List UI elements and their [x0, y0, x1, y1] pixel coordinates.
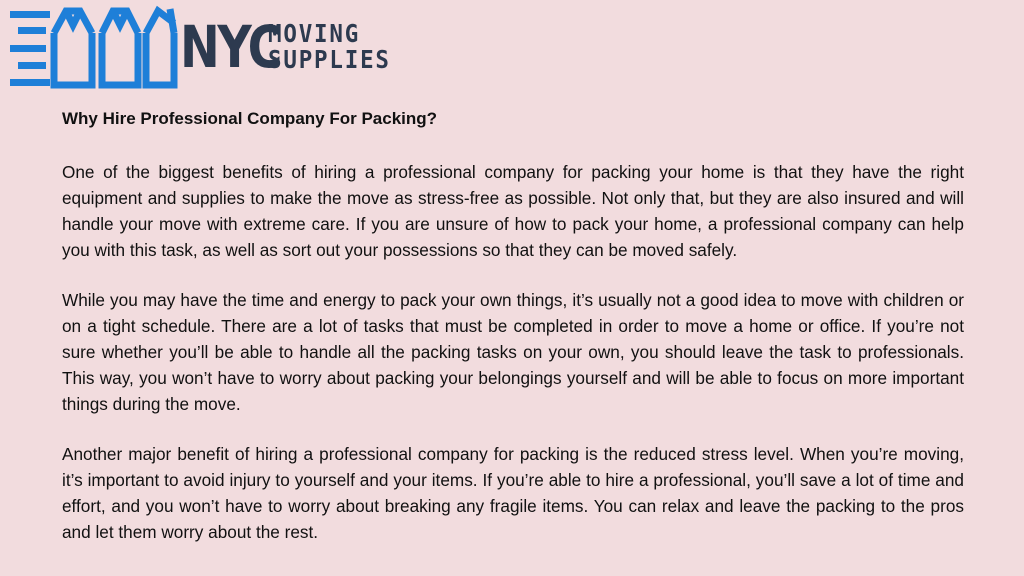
brand-logo — [10, 4, 404, 90]
logo-tagline — [268, 21, 391, 73]
logo-line-moving: MOVING — [268, 19, 361, 48]
article-body — [62, 105, 964, 569]
article-paragraph-3: Another major benefit of hiring a professional company for packing is the reduced stress level. When you’re moving, it’s important to avoid injury to yourself and your items. If you’re able to hire a professional, you’ll save a lot of time and effort, and you won’t have to worry about breaking any fragile items. You can relax and leave the packing to the pros and let them worry about the rest. — [62, 444, 964, 542]
moving-box-logo-icon — [10, 5, 178, 89]
article-title: Why Hire Professional Company For Packing? — [62, 109, 438, 128]
article-paragraph-1: One of the biggest benefits of hiring a professional company for packing your home is that they have the right equipment and supplies to make the move as stress-free as possible. Not only that, but they are also insured and will handle your move with extreme care. If you are unsure of how to pack your home, a professional company can help you with this task, as well as sort out your possessions so that they can be moved safely. — [62, 162, 964, 260]
logo-brand-text: NYC — [180, 13, 281, 81]
article-paragraph-2: While you may have the time and energy to pack your own things, it’s usually not a good idea to move with children or on a tight schedule. There are a lot of tasks that must be completed in order to move a home or office. If you’re not sure whether you’ll be able to handle all the packing tasks on your own, you should leave the task to professionals. This way, you won’t have to worry about packing your belongings yourself and will be able to focus on more important things during the move. — [62, 290, 964, 414]
logo-line-supplies: SUPPLIES — [268, 45, 391, 74]
